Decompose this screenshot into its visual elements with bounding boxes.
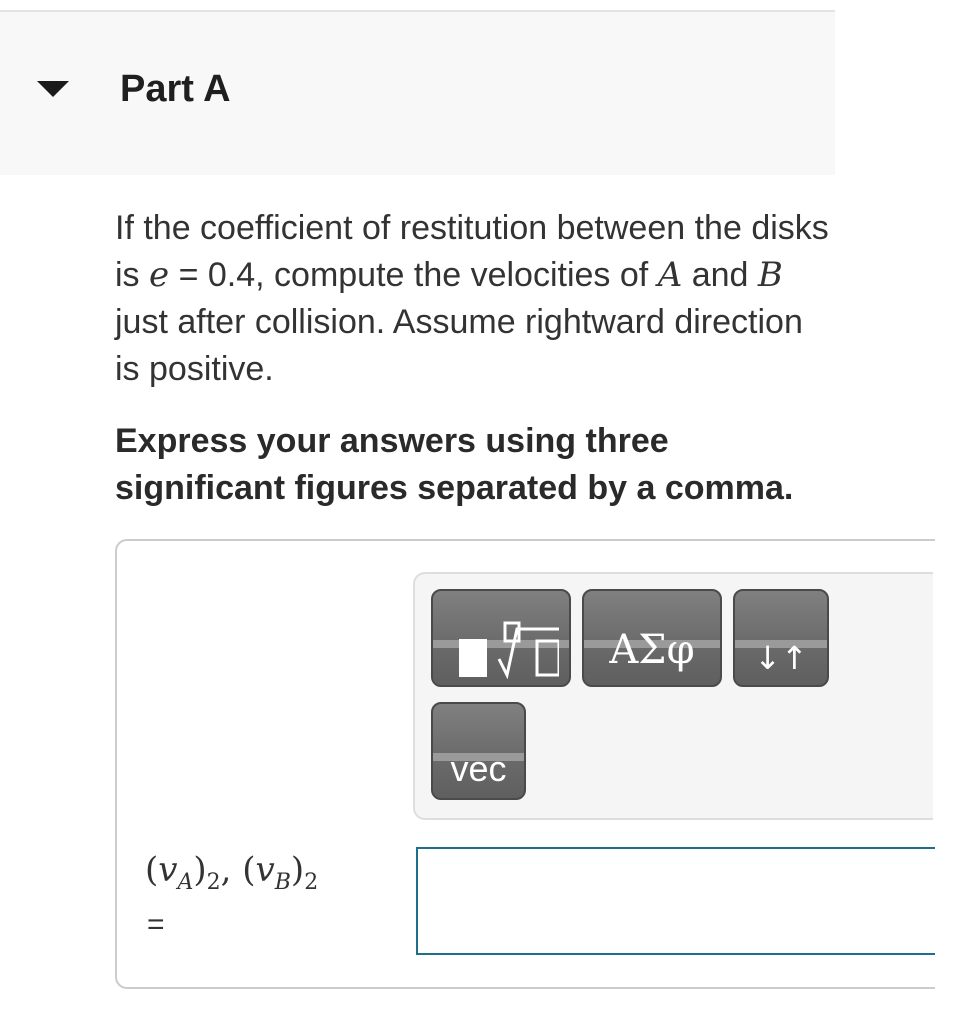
caret-down-icon[interactable] (37, 81, 69, 97)
part-title: Part A (120, 68, 231, 110)
greek-symbols-icon: ΑΣφ (609, 627, 695, 673)
equals-sign: = (147, 908, 165, 941)
e-symbol: e (149, 255, 170, 295)
subscript-b: B (274, 869, 291, 895)
greek-symbols-button[interactable] (582, 589, 722, 687)
answer-input[interactable] (416, 847, 935, 955)
instruction-text: Express your answers using three significant figures separated by a comma. (115, 422, 794, 507)
separator: , ( (220, 850, 256, 890)
templates-icon (459, 619, 559, 679)
vector-button[interactable] (431, 702, 526, 800)
velocity-symbol: v (158, 850, 178, 890)
problem-text: and (682, 256, 758, 294)
subscript-2: 2 (206, 869, 221, 895)
velocity-symbol: v (255, 850, 275, 890)
up-down-arrows-icon: ↓↑ (754, 639, 808, 677)
paren-close: ) (290, 850, 305, 890)
problem-text: If the coefficient of restitution between the disks is (115, 209, 829, 294)
problem-text: = 0.4, compute the velocities of (169, 256, 658, 294)
arrows-button[interactable] (733, 589, 829, 687)
answer-label (145, 850, 318, 895)
problem-statement (115, 205, 835, 393)
paren-open: ( (145, 850, 159, 890)
subscript-a: A (177, 869, 194, 895)
problem-text: just after collision. Assume rightward direction is positive. (115, 303, 803, 388)
a-symbol: A (657, 255, 683, 295)
b-symbol: B (757, 255, 783, 295)
subscript-2: 2 (304, 869, 319, 895)
vec-label: vec (450, 748, 507, 789)
paren-close: ) (193, 850, 207, 890)
templates-button[interactable] (431, 589, 571, 687)
part-header[interactable] (0, 10, 835, 175)
